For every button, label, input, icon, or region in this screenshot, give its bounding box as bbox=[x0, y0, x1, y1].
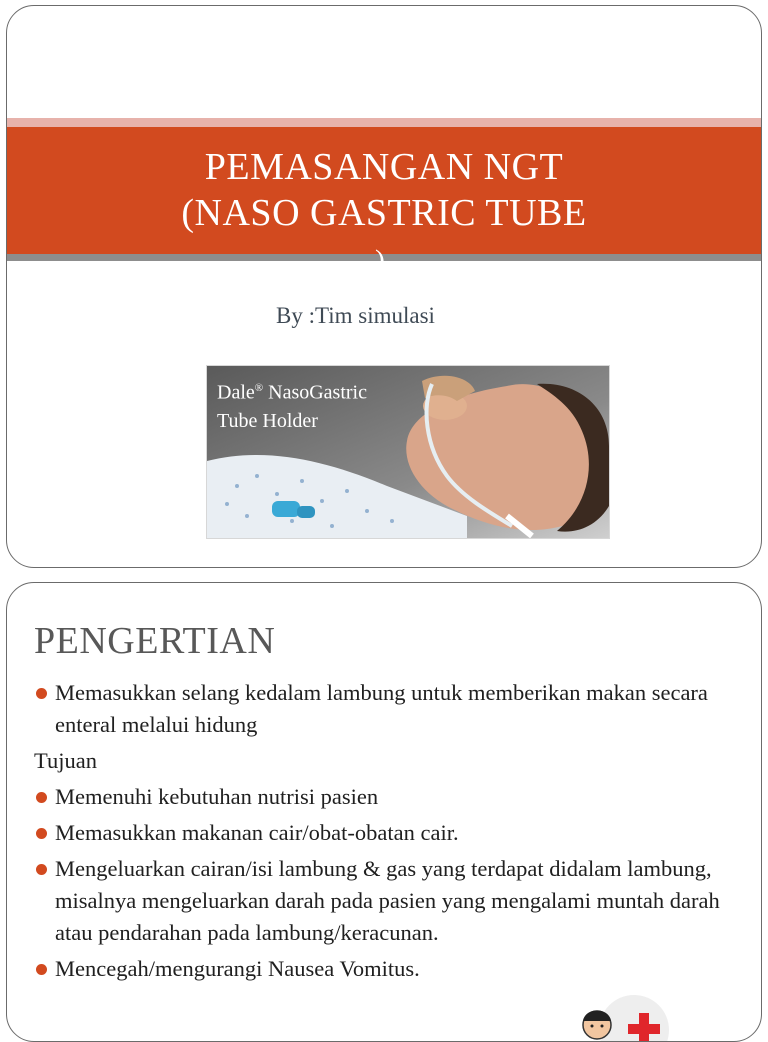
slide-heading: PENGERTIAN bbox=[34, 620, 276, 662]
bullet-item: Memenuhi kebutuhan nutrisi pasien bbox=[34, 781, 734, 813]
bullet-item: Memasukkan makanan cair/obat-obatan cair. bbox=[34, 817, 734, 849]
photo-caption-line2: Tube Holder bbox=[217, 409, 318, 432]
slide-title bbox=[7, 144, 761, 236]
slide-title-text: PEMASANGAN NGT (NASO GASTRIC TUBE bbox=[181, 146, 587, 234]
photo-caption bbox=[217, 374, 367, 435]
title-slide bbox=[6, 5, 762, 568]
bullet-item: Memasukkan selang kedalam lambung untuk memberikan makan secara enteral melalui hidung bbox=[34, 677, 734, 741]
slide-title-tail: ) bbox=[375, 244, 385, 277]
slide-subtitle: By :Tim simulasi bbox=[276, 303, 435, 328]
ngt-patient-photo bbox=[206, 365, 610, 539]
photo-caption-line1: Dale bbox=[217, 381, 255, 404]
photo-caption-line1-rest: NasoGastric bbox=[263, 381, 367, 404]
nurse-clipart-icon bbox=[539, 985, 689, 1042]
content-slide bbox=[6, 582, 762, 1042]
bullet-item: Mengeluarkan cairan/isi lambung & gas yang terdapat didalam lambung, misalnya mengeluarkan darah pada pasien yang mengalami muntah darah atau pendarahan pada lambung/keracunan. bbox=[34, 853, 734, 949]
title-band-top-stripe bbox=[7, 118, 761, 127]
section-label: Tujuan bbox=[34, 748, 97, 773]
slide-body bbox=[34, 677, 734, 989]
bullet-item: Mencegah/mengurangi Nausea Vomitus. bbox=[34, 953, 734, 985]
registered-mark: ® bbox=[254, 382, 264, 394]
